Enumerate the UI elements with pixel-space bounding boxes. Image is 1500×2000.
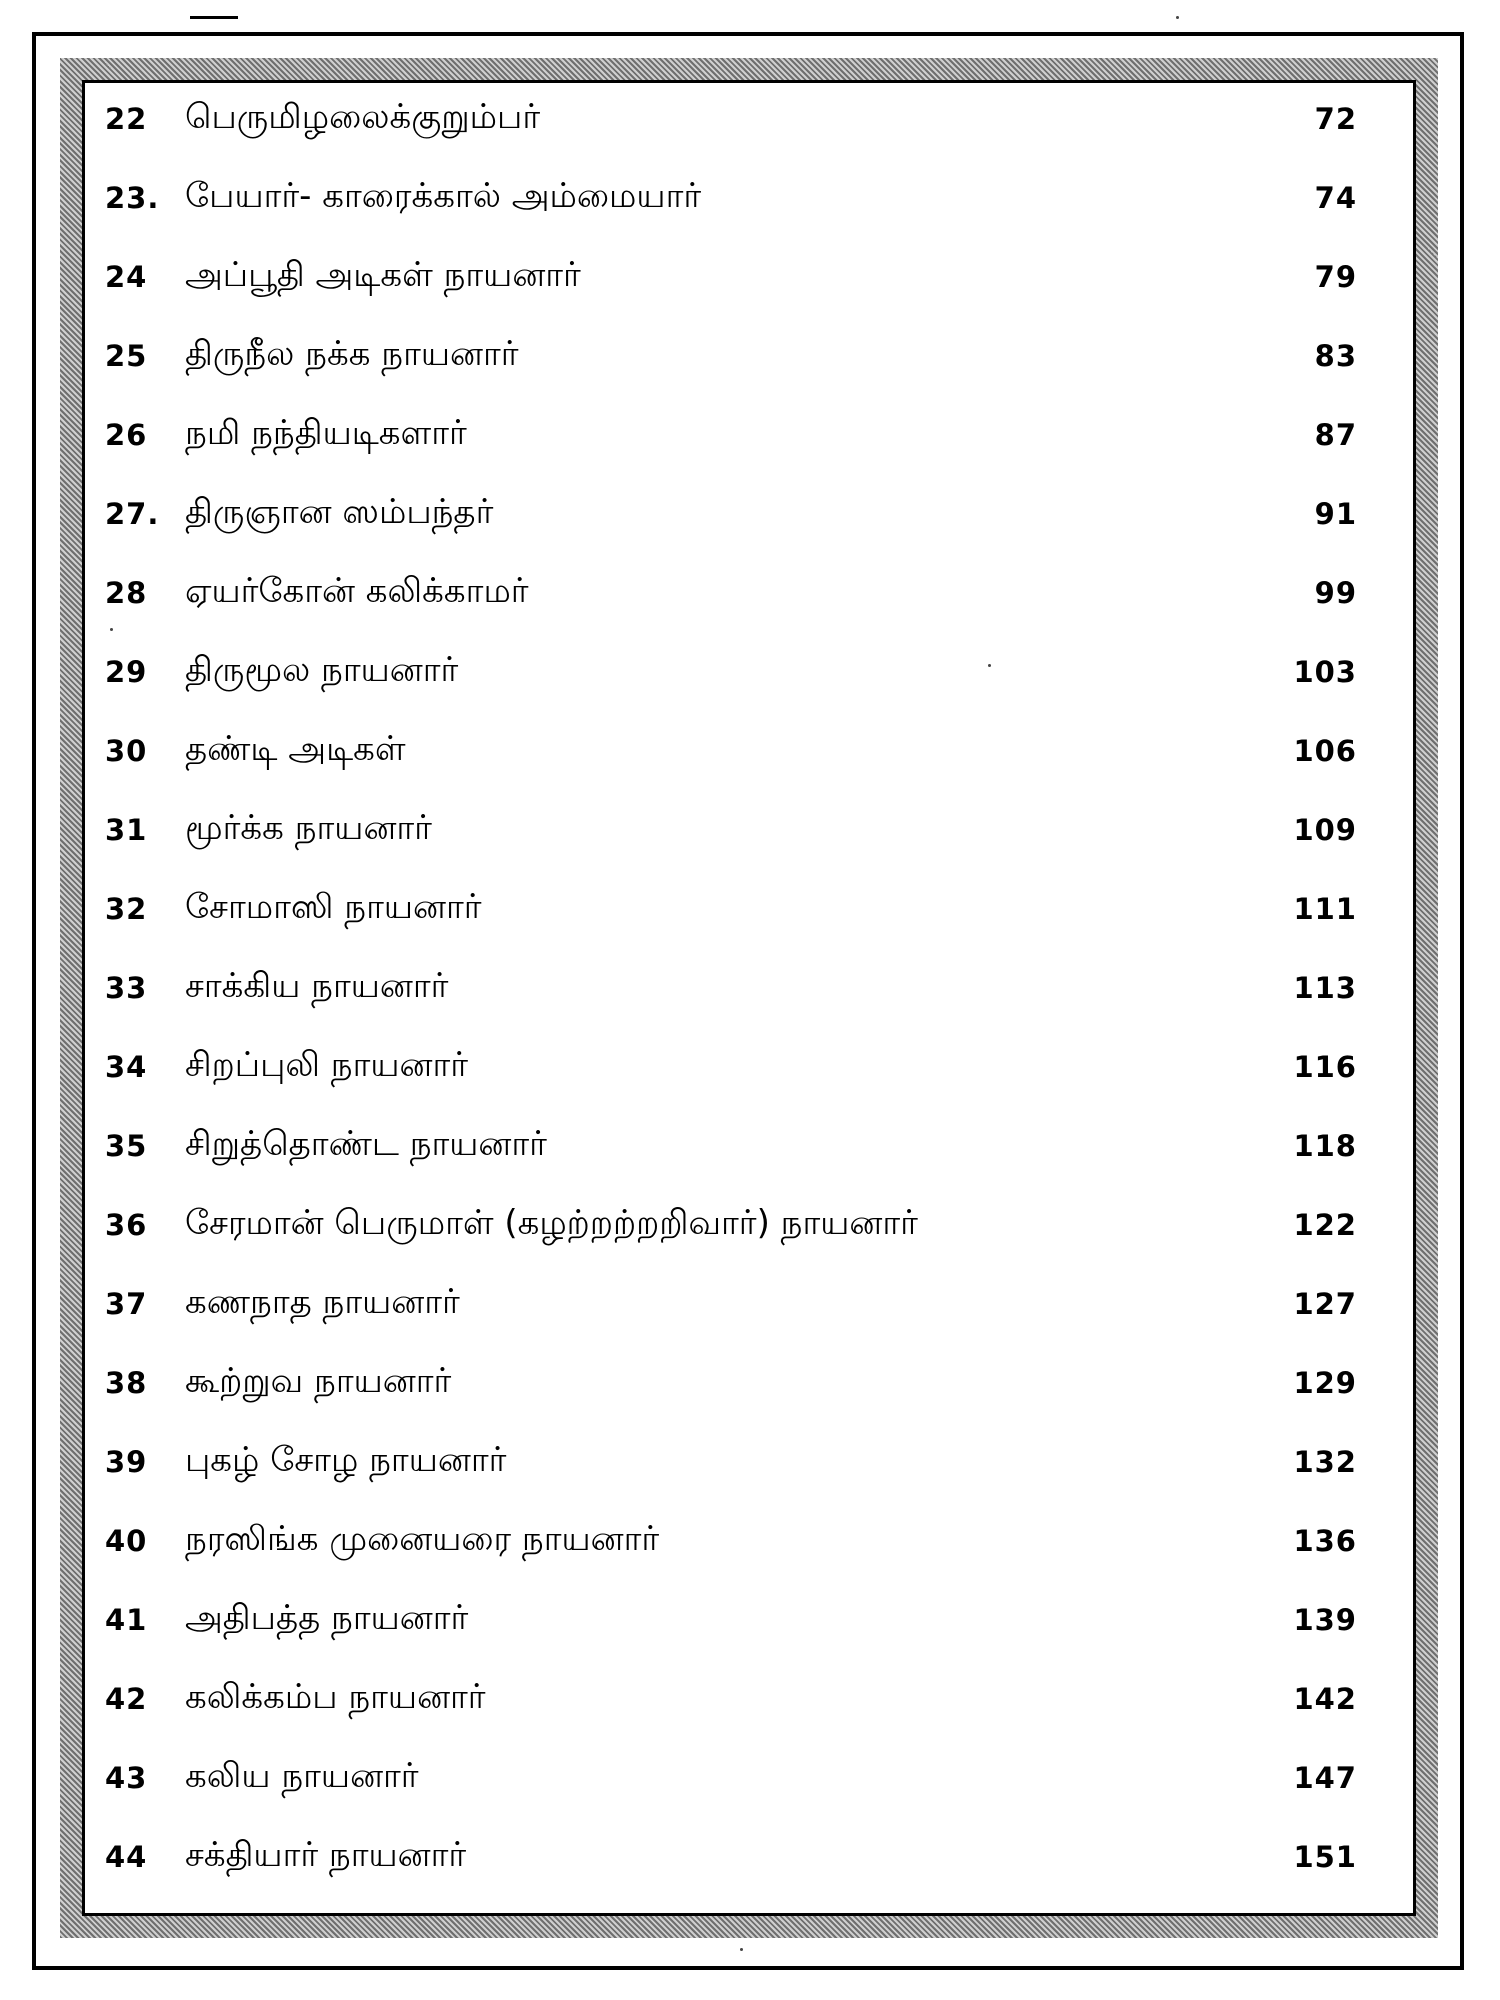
entry-page: 83 (1314, 339, 1357, 373)
entry-number: 35 (105, 1129, 148, 1163)
toc-entry (85, 1037, 1413, 1097)
entry-number: 33 (105, 971, 148, 1005)
entry-number: 37 (105, 1287, 148, 1321)
entry-number: 25 (105, 339, 148, 373)
toc-entry (85, 89, 1413, 149)
entry-title: சாக்கிய நாயனார் (185, 966, 449, 1006)
entry-page: 136 (1293, 1524, 1357, 1558)
entry-page: 72 (1314, 102, 1357, 136)
entry-title: ஏயர்கோன் கலிக்காமர் (185, 571, 529, 611)
entry-title: சிறப்புலி நாயனார் (185, 1045, 469, 1085)
entry-title: அதிபத்த நாயனார் (185, 1598, 469, 1638)
entry-page: 151 (1293, 1840, 1357, 1874)
entry-number: 26 (105, 418, 148, 452)
toc-entry (85, 1116, 1413, 1176)
entry-page: 147 (1293, 1761, 1357, 1795)
top-scan-mark (190, 16, 238, 19)
entry-title: அப்பூதி அடிகள் நாயனார் (185, 255, 581, 295)
entry-title: திருஞான ஸம்பந்தர் (185, 492, 494, 532)
entry-page: 109 (1293, 813, 1357, 847)
toc-entry (85, 1353, 1413, 1413)
entry-page: 132 (1293, 1445, 1357, 1479)
entry-number: 44 (105, 1840, 148, 1874)
entry-page: 122 (1293, 1208, 1357, 1242)
entry-title: கலிய நாயனார் (185, 1756, 419, 1796)
entry-number: 27. (105, 497, 160, 531)
scan-speck (1176, 16, 1179, 19)
entry-page: 116 (1293, 1050, 1357, 1084)
toc-entry (85, 879, 1413, 939)
toc-entry (85, 958, 1413, 1018)
entry-page: 106 (1293, 734, 1357, 768)
entry-page: 99 (1314, 576, 1357, 610)
toc-entry (85, 800, 1413, 860)
entry-title: சிறுத்தொண்ட நாயனார் (185, 1124, 547, 1164)
toc-entry (85, 1748, 1413, 1808)
toc-entry (85, 563, 1413, 623)
toc-entry (85, 484, 1413, 544)
entry-title: சக்தியார் நாயனார் (185, 1835, 467, 1875)
entry-title: பெருமிழலைக்குறும்பர் (185, 97, 541, 137)
scan-speck (740, 1948, 743, 1951)
entry-number: 28 (105, 576, 148, 610)
toc-entry (85, 1195, 1413, 1255)
toc-entry (85, 642, 1413, 702)
toc-entry (85, 326, 1413, 386)
entry-page: 79 (1314, 260, 1357, 294)
entry-title: சேரமான் பெருமாள் (கழற்றற்றறிவார்) நாயனார் (185, 1203, 918, 1243)
entry-title: தண்டி அடிகள் (185, 729, 406, 769)
entry-page: 129 (1293, 1366, 1357, 1400)
entry-title: திருநீல நக்க நாயனார் (185, 334, 519, 374)
entry-number: 38 (105, 1366, 148, 1400)
entry-number: 23. (105, 181, 160, 215)
entry-page: 74 (1314, 181, 1357, 215)
entry-page: 113 (1293, 971, 1357, 1005)
entry-title: புகழ் சோழ நாயனார் (185, 1440, 507, 1480)
entry-title: நமி நந்தியடிகளார் (185, 413, 467, 453)
entry-page: 139 (1293, 1603, 1357, 1637)
entry-page: 91 (1314, 497, 1357, 531)
entry-number: 40 (105, 1524, 148, 1558)
entry-number: 43 (105, 1761, 148, 1795)
entry-title: நரஸிங்க முனையரை நாயனார் (185, 1519, 660, 1559)
entry-title: திருமூல நாயனார் (185, 650, 459, 690)
toc-entry (85, 1590, 1413, 1650)
entry-page: 118 (1293, 1129, 1357, 1163)
entry-number: 29 (105, 655, 148, 689)
toc-entry (85, 405, 1413, 465)
entry-page: 87 (1314, 418, 1357, 452)
entry-title: கணநாத நாயனார் (185, 1282, 460, 1322)
table-of-contents (82, 80, 1416, 1916)
entry-title: மூர்க்க நாயனார் (185, 808, 432, 848)
entry-number: 34 (105, 1050, 148, 1084)
toc-entry (85, 1511, 1413, 1571)
toc-entry (85, 1432, 1413, 1492)
entry-title: கூற்றுவ நாயனார் (185, 1361, 452, 1401)
toc-entry (85, 1669, 1413, 1729)
entry-page: 142 (1293, 1682, 1357, 1716)
entry-title: பேயார்- காரைக்கால் அம்மையார் (185, 176, 702, 216)
toc-list (85, 83, 1413, 1913)
entry-number: 31 (105, 813, 148, 847)
entry-number: 30 (105, 734, 148, 768)
scan-speck (110, 628, 113, 631)
entry-number: 24 (105, 260, 148, 294)
scan-speck (988, 664, 991, 667)
entry-number: 42 (105, 1682, 148, 1716)
entry-page: 111 (1293, 892, 1357, 926)
toc-entry (85, 1274, 1413, 1334)
entry-number: 36 (105, 1208, 148, 1242)
toc-entry (85, 721, 1413, 781)
entry-number: 39 (105, 1445, 148, 1479)
entry-page: 103 (1293, 655, 1357, 689)
entry-title: சோமாஸி நாயனார் (185, 887, 482, 927)
toc-entry (85, 1827, 1413, 1887)
toc-entry (85, 168, 1413, 228)
entry-title: கலிக்கம்ப நாயனார் (185, 1677, 486, 1717)
entry-number: 41 (105, 1603, 148, 1637)
entry-number: 22 (105, 102, 148, 136)
entry-page: 127 (1293, 1287, 1357, 1321)
entry-number: 32 (105, 892, 148, 926)
toc-entry (85, 247, 1413, 307)
